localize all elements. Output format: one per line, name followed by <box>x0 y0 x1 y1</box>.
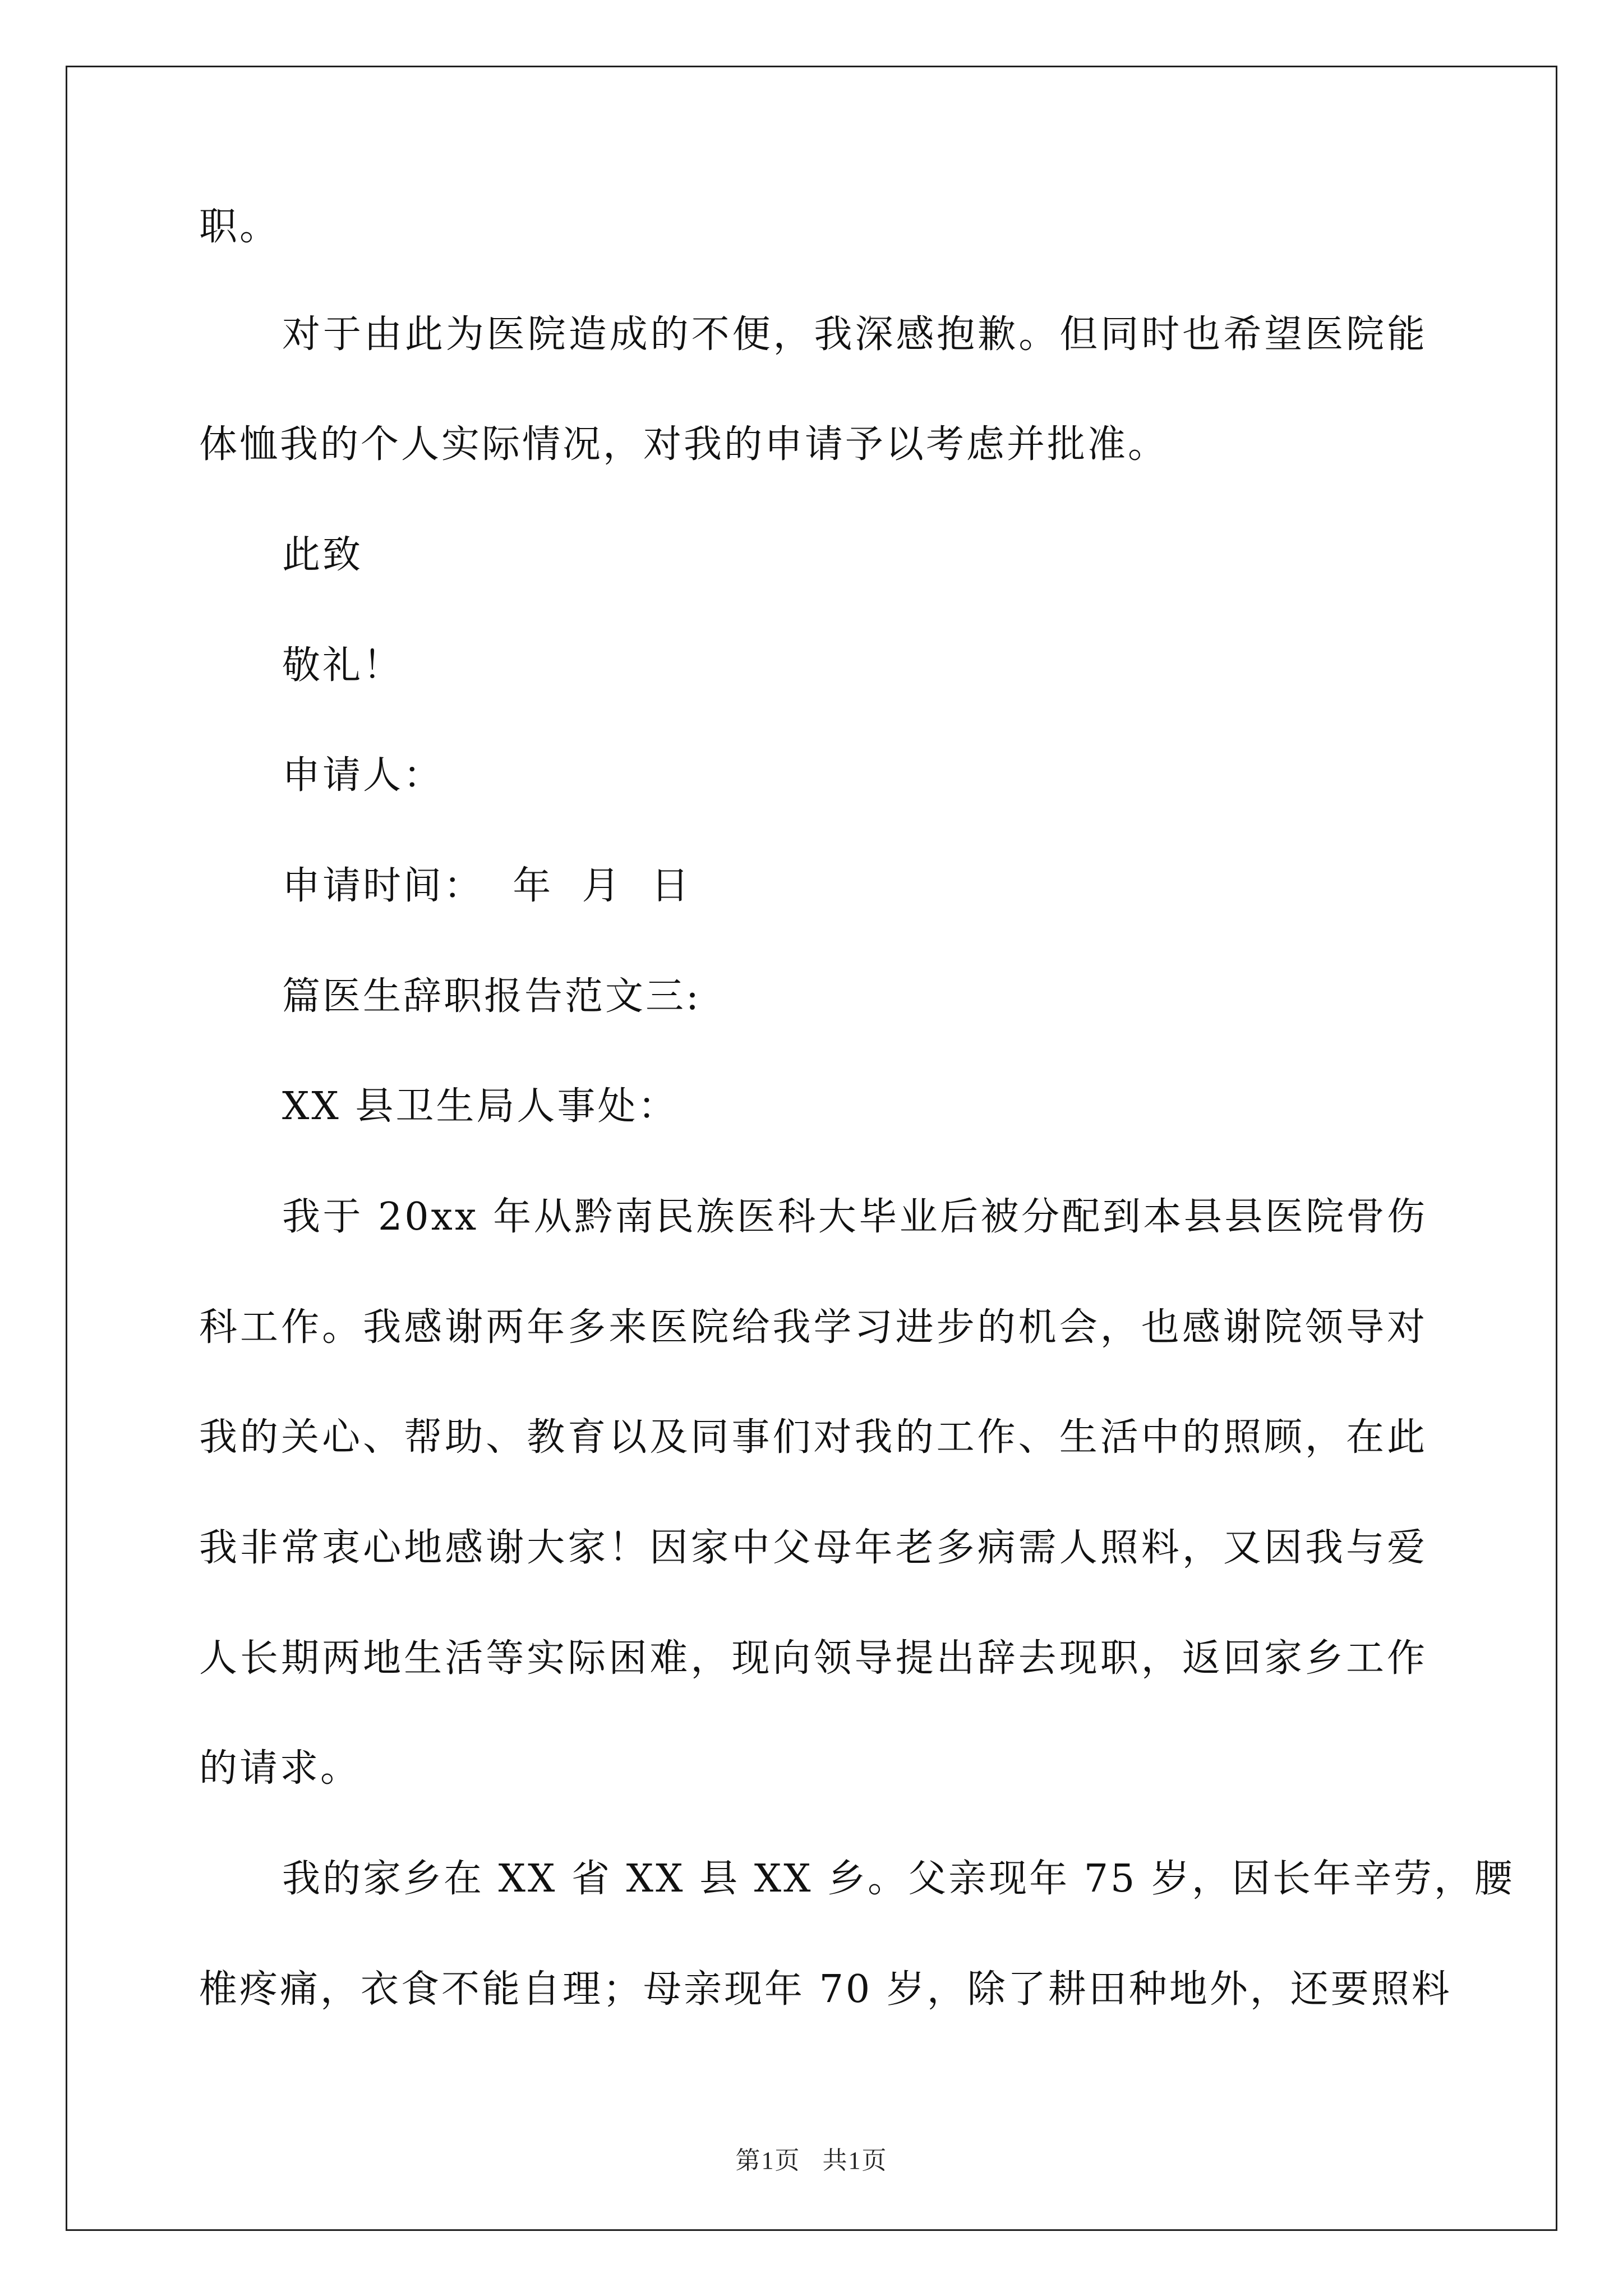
text-line: 体恤我的个人实际情况，对我的申请予以考虑并批准。 <box>199 422 1169 467</box>
closing-regards: 敬礼！ <box>282 643 404 688</box>
text-line: 我于 20xx 年从黔南民族医科大毕业后被分配到本县县医院骨伤 <box>282 1195 1427 1239</box>
text-line: 我的家乡在 XX 省 XX 县 XX 乡。父亲现年 75 岁，因长年辛劳，腰 <box>282 1857 1515 1901</box>
text-line: 椎疼痛，衣食不能自理；母亲现年 70 岁，除了耕田种地外，还要照料 <box>199 1967 1452 2012</box>
text-line: 对于由此为医院造成的不便，我深感抱歉。但同时也希望医院能 <box>282 312 1427 357</box>
applicant-label: 申请人： <box>282 753 444 798</box>
section-heading: 篇医生辞职报告范文三: <box>282 974 701 1019</box>
closing-salutation: 此致 <box>282 533 363 577</box>
application-date: 申请时间： 年 月 日 <box>282 864 691 908</box>
recipient-line: XX 县卫生局人事处： <box>282 1084 679 1129</box>
text-line: 科工作。我感谢两年多来医院给我学习进步的机会，也感谢院领导对 <box>199 1305 1427 1350</box>
text-line: 职。 <box>199 205 280 249</box>
text-line: 人长期两地生活等实际困难，现向领导提出辞去现职，返回家乡工作 <box>199 1636 1427 1681</box>
page-number-footer: 第1页 共1页 <box>735 2147 888 2174</box>
text-line: 的请求。 <box>199 1746 361 1791</box>
text-line: 我非常衷心地感谢大家！因家中父母年老多病需人照料，又因我与爱 <box>199 1526 1427 1570</box>
text-line: 我的关心、帮助、教育以及同事们对我的工作、生活中的照顾，在此 <box>199 1415 1427 1460</box>
